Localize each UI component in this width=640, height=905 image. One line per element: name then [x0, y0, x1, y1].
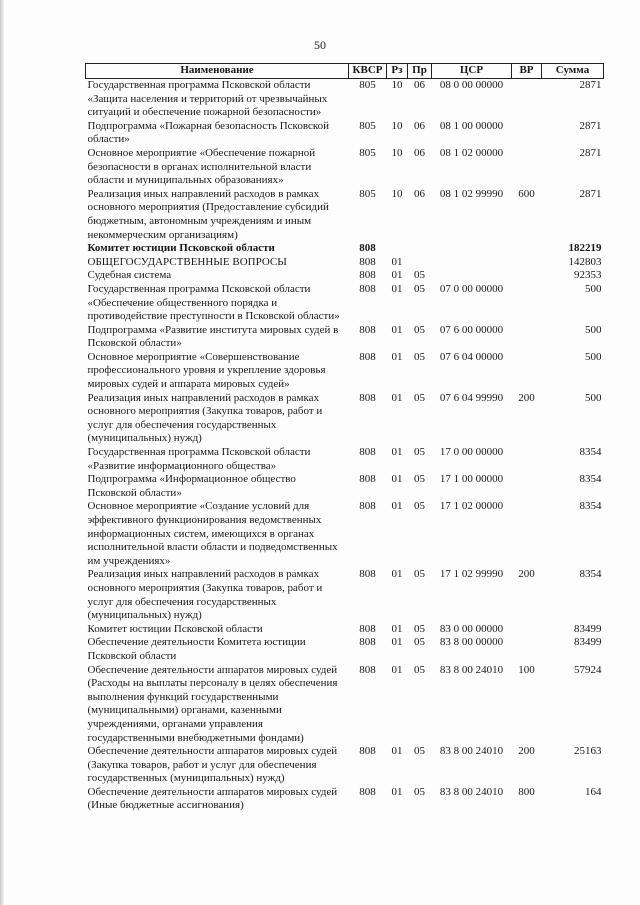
cell-kvsr: 808 [359, 323, 376, 336]
cell-sum: 2871 [579, 187, 602, 200]
cell-sum: 500 [585, 282, 602, 295]
cell-rz: 01 [391, 745, 403, 758]
cell-sum: 25163 [574, 745, 602, 758]
table-row [86, 188, 604, 242]
cell-kvsr: 808 [359, 269, 376, 282]
table-row [86, 79, 604, 120]
table-row [86, 745, 604, 786]
table-row [86, 269, 604, 283]
cell-kvsr: 808 [359, 622, 376, 635]
cell-kvsr: 808 [359, 282, 376, 295]
header-kvsr: КВСР [349, 64, 387, 79]
cell-vr: 600 [518, 187, 535, 200]
cell-rz: 01 [391, 622, 403, 635]
cell-name: Основное мероприятие «Создание условий для эффективного функционирования ведомственных информационных систем, имеющихся в органах исполнительной власти области и подведомственных им учреждениях» [87, 500, 338, 567]
cell-pr: 05 [414, 663, 425, 676]
cell-name: Реализация иных направлений расходов в рамках основного мероприятия (Предоставление субсидий бюджетным, автономным учреждениям и иным некоммерческим организациям) [87, 187, 329, 241]
cell-pr: 05 [414, 785, 425, 798]
cell-sum: 57924 [574, 663, 602, 676]
header-rz: Рз [387, 64, 408, 79]
table-row [86, 446, 604, 473]
cell-sum: 500 [585, 391, 602, 404]
cell-name: ОБЩЕГОСУДАРСТВЕННЫЕ ВОПРОСЫ [87, 255, 287, 268]
cell-sum: 83499 [574, 636, 602, 649]
cell-name: Основное мероприятие «Обеспечение пожарной безопасности в органах исполнительной власти области и муниципальных образованиях» [87, 146, 316, 187]
table-row [86, 473, 604, 500]
scan-edge-shadow [0, 0, 4, 905]
cell-kvsr: 805 [359, 187, 376, 200]
page-number: 50 [314, 38, 326, 52]
cell-name: Комитет юстиции Псковской области [87, 242, 275, 255]
cell-csr: 83 8 00 24010 [439, 785, 504, 798]
cell-rz: 01 [391, 500, 403, 513]
cell-pr: 06 [414, 119, 425, 132]
cell-vr [512, 242, 542, 256]
cell-name: Обеспечение деятельности Комитета юстиции Псковской области [87, 636, 306, 662]
cell-rz: 01 [391, 568, 403, 581]
cell-vr [512, 324, 542, 351]
cell-vr [512, 79, 542, 120]
cell-csr: 83 0 00 00000 [439, 622, 504, 635]
cell-name: Государственная программа Псковской области «Развитие информационного общества» [87, 446, 311, 472]
cell-name: Государственная программа Псковской области «Защита населения и территорий от чрезвычайных ситуаций и обеспечение пожарной безопасности» [87, 79, 328, 119]
cell-csr: 83 8 00 24010 [439, 663, 504, 676]
cell-name: Судебная система [87, 269, 172, 282]
cell-csr [432, 242, 512, 256]
cell-csr: 07 6 00 00000 [439, 323, 504, 336]
cell-sum: 2871 [579, 79, 602, 91]
cell-sum: 83499 [574, 622, 602, 635]
cell-sum: 8354 [579, 473, 602, 486]
cell-csr: 17 1 02 00000 [439, 500, 504, 513]
cell-kvsr: 808 [359, 446, 376, 459]
cell-kvsr: 808 [359, 785, 376, 798]
table-row [86, 351, 604, 392]
cell-rz: 01 [391, 282, 403, 295]
cell-vr: 100 [518, 663, 535, 676]
cell-rz: 10 [391, 146, 403, 159]
cell-csr: 08 1 00 00000 [439, 119, 504, 132]
cell-vr [512, 283, 542, 324]
cell-rz: 10 [391, 79, 403, 91]
budget-table [85, 63, 604, 813]
cell-csr: 07 6 04 99990 [439, 391, 504, 404]
cell-vr: 200 [518, 568, 535, 581]
cell-pr: 05 [414, 269, 425, 282]
cell-rz: 01 [391, 636, 403, 649]
cell-pr: 05 [414, 350, 425, 363]
cell-csr: 07 6 04 00000 [439, 350, 504, 363]
table-row [86, 786, 604, 813]
cell-kvsr: 808 [359, 350, 376, 363]
table-row [86, 664, 604, 746]
table-header-row [86, 64, 604, 79]
cell-sum: 164 [585, 785, 602, 798]
cell-vr: 200 [518, 391, 535, 404]
cell-name: Реализация иных направлений расходов в рамках основного мероприятия (Закупка товаров, работ и услуг для обеспечения государственных (муниципальных) нужд) [87, 391, 323, 445]
cell-kvsr: 808 [359, 663, 376, 676]
cell-kvsr: 808 [359, 242, 376, 255]
cell-pr: 06 [414, 187, 425, 200]
cell-sum: 2871 [579, 146, 602, 159]
cell-pr: 06 [414, 146, 425, 159]
cell-csr: 83 8 00 00000 [439, 636, 504, 649]
cell-sum: 2871 [579, 119, 602, 132]
cell-vr: 200 [518, 745, 535, 758]
cell-vr [512, 269, 542, 283]
table-row [86, 623, 604, 637]
cell-sum: 500 [585, 350, 602, 363]
cell-rz [387, 242, 408, 256]
cell-sum: 92353 [574, 269, 602, 282]
cell-csr: 08 1 02 00000 [439, 146, 504, 159]
cell-csr [432, 256, 512, 270]
cell-kvsr: 805 [359, 146, 376, 159]
cell-pr: 05 [414, 568, 425, 581]
cell-csr [432, 269, 512, 283]
header-csr: ЦСР [432, 64, 512, 79]
cell-kvsr: 805 [359, 79, 376, 91]
table-row [86, 500, 604, 568]
table-row [86, 392, 604, 446]
cell-csr: 17 0 00 00000 [439, 446, 504, 459]
table-row [86, 147, 604, 188]
cell-rz: 01 [391, 350, 403, 363]
header-vr: ВР [512, 64, 542, 79]
cell-name: Обеспечение деятельности аппаратов мировых судей (Закупка товаров, работ и услуг для обеспечения государственных (муниципальных) нужд) [87, 745, 338, 785]
cell-vr [512, 473, 542, 500]
header-sum: Сумма [542, 64, 604, 79]
cell-name: Подпрограмма «Пожарная безопасность Псковской области» [87, 119, 330, 146]
cell-rz: 01 [391, 663, 403, 676]
table-body [86, 79, 604, 814]
cell-vr: 800 [518, 785, 535, 798]
cell-csr: 17 1 00 00000 [439, 473, 504, 486]
cell-name: Основное мероприятие «Совершенствование профессионального уровня и укрепление здоровья мировых судей и аппарата мировых судей» [87, 350, 326, 391]
table-row [86, 568, 604, 622]
cell-vr [512, 351, 542, 392]
cell-name: Обеспечение деятельности аппаратов мировых судей (Иные бюджетные ассигнования) [87, 785, 338, 812]
cell-rz: 01 [391, 785, 403, 798]
cell-csr: 08 0 00 00000 [439, 79, 504, 91]
cell-rz: 01 [391, 473, 403, 486]
cell-name: Обеспечение деятельности аппаратов мировых судей (Расходы на выплаты персоналу в целях обеспечения выполнения функций государственными (муниципальными) органами, казенными учреждениями, органами управления государственными внебюджетными фондами) [87, 663, 338, 744]
cell-pr: 05 [414, 636, 425, 649]
cell-pr: 05 [414, 745, 425, 758]
cell-sum: 182219 [568, 242, 602, 255]
cell-rz: 01 [391, 446, 403, 459]
header-name: Наименование [86, 64, 349, 79]
cell-vr [512, 500, 542, 568]
cell-kvsr: 808 [359, 568, 376, 581]
cell-name: Реализация иных направлений расходов в рамках основного мероприятия (Закупка товаров, работ и услуг для обеспечения государственных (муниципальных) нужд) [87, 568, 323, 622]
cell-name: Государственная программа Псковской области «Обеспечение общественного порядка и противодействие преступности в Псковской области» [87, 282, 340, 323]
cell-vr [512, 147, 542, 188]
cell-csr: 07 0 00 00000 [439, 282, 504, 295]
cell-kvsr: 808 [359, 473, 376, 486]
cell-rz: 10 [391, 187, 403, 200]
cell-kvsr: 805 [359, 119, 376, 132]
table-row [86, 120, 604, 147]
cell-csr: 08 1 02 99990 [439, 187, 504, 200]
cell-kvsr: 808 [359, 391, 376, 404]
cell-kvsr: 808 [359, 636, 376, 649]
cell-rz: 10 [391, 119, 403, 132]
cell-pr: 05 [414, 446, 425, 459]
cell-vr [512, 636, 542, 663]
header-pr: Пр [408, 64, 432, 79]
cell-vr [512, 446, 542, 473]
cell-sum: 8354 [579, 568, 602, 581]
cell-sum: 8354 [579, 500, 602, 513]
cell-sum: 500 [585, 323, 602, 336]
cell-pr [408, 242, 432, 256]
table-row [86, 324, 604, 351]
cell-sum: 8354 [579, 446, 602, 459]
cell-vr [512, 256, 542, 270]
cell-rz: 01 [391, 269, 403, 282]
cell-sum: 142803 [568, 255, 602, 268]
cell-pr: 05 [414, 323, 425, 336]
table-row [86, 636, 604, 663]
table-row [86, 256, 604, 270]
table-row [86, 242, 604, 256]
cell-pr: 06 [414, 79, 425, 91]
cell-pr: 05 [414, 622, 425, 635]
cell-kvsr: 808 [359, 500, 376, 513]
cell-pr: 05 [414, 500, 425, 513]
cell-vr [512, 120, 542, 147]
cell-name: Комитет юстиции Псковской области [87, 622, 263, 635]
cell-rz: 01 [391, 255, 403, 268]
cell-pr: 05 [414, 391, 425, 404]
cell-csr: 83 8 00 24010 [439, 745, 504, 758]
cell-pr [408, 256, 432, 270]
cell-rz: 01 [391, 391, 403, 404]
cell-pr: 05 [414, 282, 425, 295]
cell-kvsr: 808 [359, 255, 376, 268]
cell-pr: 05 [414, 473, 425, 486]
cell-name: Подпрограмма «Информационное общество Псковской области» [87, 473, 296, 499]
cell-csr: 17 1 02 99990 [439, 568, 504, 581]
cell-vr [512, 623, 542, 637]
cell-name: Подпрограмма «Развитие института мировых судей в Псковской области» [87, 323, 339, 350]
cell-rz: 01 [391, 323, 403, 336]
table-row [86, 283, 604, 324]
cell-kvsr: 808 [359, 745, 376, 758]
